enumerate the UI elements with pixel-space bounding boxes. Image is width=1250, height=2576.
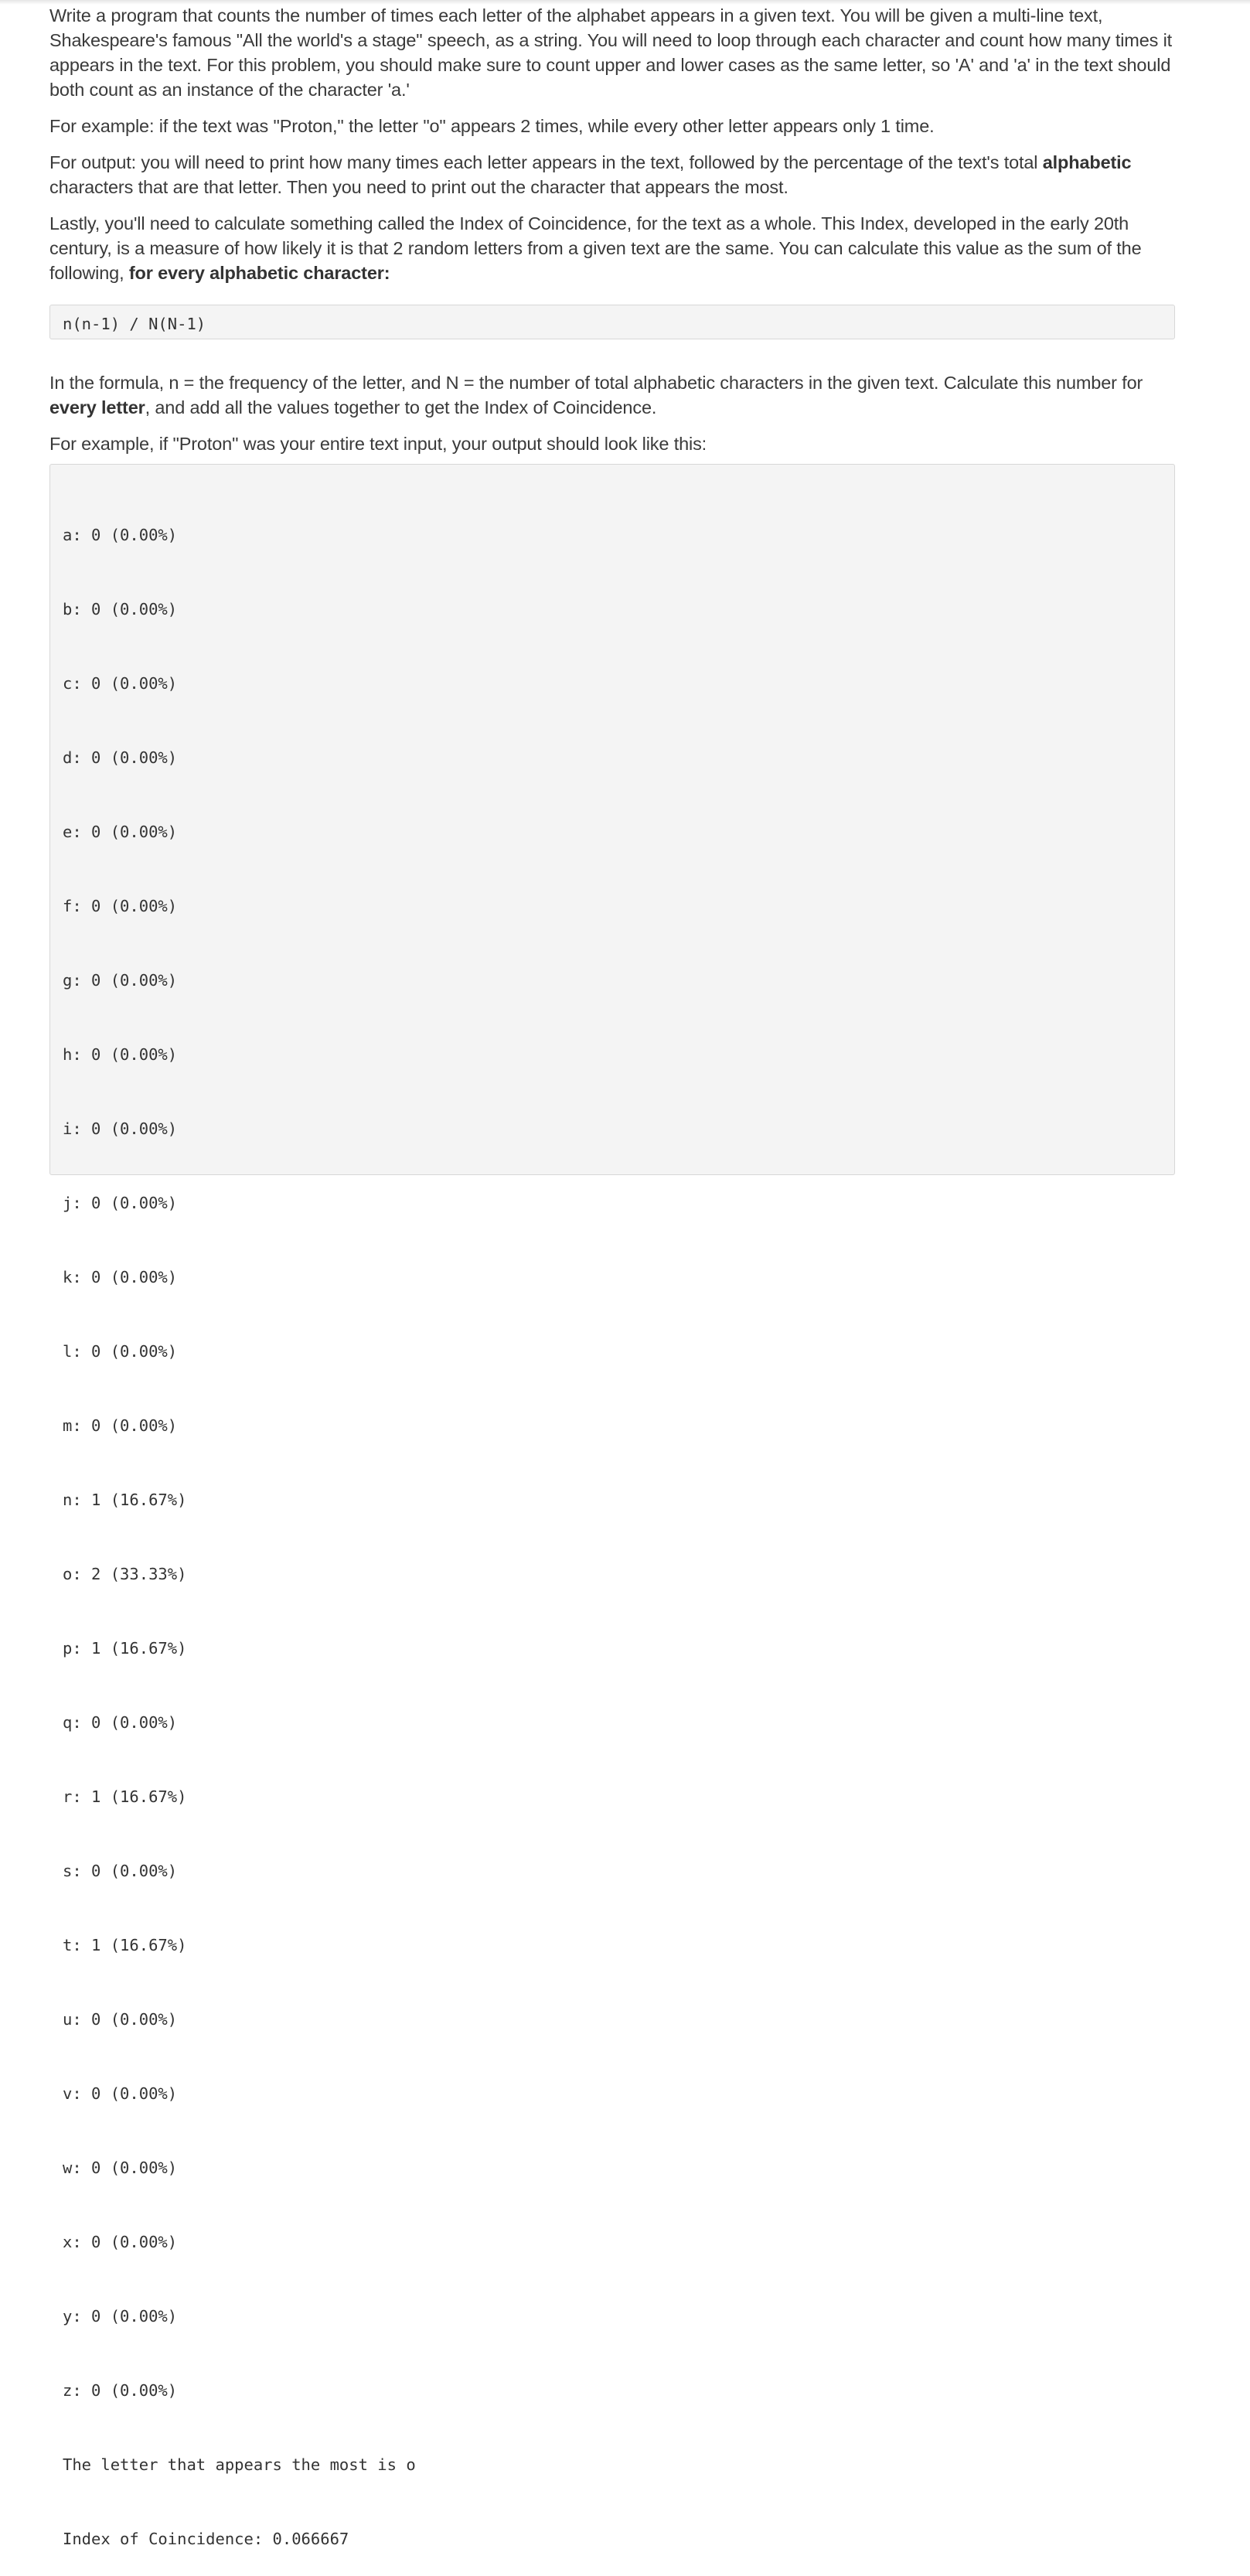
formula-code-block: n(n-1) / N(N-1) [49,305,1175,339]
formula-explanation-text: In the formula, n = the frequency of the letter, and N = the number of total alphabetic characters in the given text. Calculate this number for [49,373,1143,393]
output-line-h: h: 0 (0.00%) [63,1045,178,1064]
output-line-b: b: 0 (0.00%) [63,600,178,618]
output-line-w: w: 0 (0.00%) [63,2159,178,2177]
formula-explanation-paragraph [49,370,1175,420]
output-line-c: c: 0 (0.00%) [63,674,178,693]
output-line-o: o: 2 (33.33%) [63,1565,187,1583]
output-line-i: i: 0 (0.00%) [63,1119,178,1138]
output-line-l: l: 0 (0.00%) [63,1342,178,1361]
intro-paragraph: Write a program that counts the number of times each letter of the alphabet appears in a given text. You will be given a multi-line text, Shakespeare's famous "All the world's a stage" speech, as a string. You will need to loop through each character and count how many times it appears in the text. For this problem, you should make sure to count upper and lower cases as the same letter, so 'A' and 'a' in the text should both count as an instance of the character 'a.' [49,5,1173,100]
index-of-coincidence-paragraph [49,211,1175,285]
every-alphabetic-emphasis: for every alphabetic character: [128,263,390,283]
output-instructions-text-end: characters that are that letter. Then you need to print out the character that appears the most. [49,177,788,197]
output-line-n: n: 1 (16.67%) [63,1491,187,1509]
output-instructions-text: For output: you will need to print how many times each letter appears in the text, followed by the percentage of the text's total [49,152,1043,172]
output-line-e: e: 0 (0.00%) [63,823,178,841]
output-line-t: t: 1 (16.67%) [63,1936,187,1954]
output-line-q: q: 0 (0.00%) [63,1713,178,1732]
output-line-s: s: 0 (0.00%) [63,1862,178,1880]
sample-output-code-block [49,464,1175,2548]
output-line-k: k: 0 (0.00%) [63,1268,178,1286]
problem-description [49,3,1175,468]
output-line-y: y: 0 (0.00%) [63,2307,178,2326]
output-line-a: a: 0 (0.00%) [63,526,178,544]
sample-output-intro: For example, if "Proton" was your entire text input, your output should look like this: [49,434,707,454]
output-index-of-coincidence: Index of Coincidence: 0.066667 [63,2530,349,2548]
output-line-z: z: 0 (0.00%) [63,2381,178,2400]
output-line-j: j: 0 (0.00%) [63,1194,178,1212]
output-line-p: p: 1 (16.67%) [63,1639,187,1658]
formula-explanation-text-end: , and add all the values together to get the Index of Coincidence. [145,397,657,417]
output-line-r: r: 1 (16.67%) [63,1787,187,1806]
ioc-intro-text: Lastly, you'll need to calculate something called the Index of Coincidence, for the text as a whole. This Index, developed in the early 20th century, is a measure of how likely it is that 2 random letters from a given text are the same. You can calculate this value as the sum of the following, [49,213,1142,283]
output-line-f: f: 0 (0.00%) [63,897,178,915]
output-line-d: d: 0 (0.00%) [63,748,178,767]
output-line-x: x: 0 (0.00%) [63,2233,178,2251]
output-instructions-paragraph [49,150,1175,199]
output-line-g: g: 0 (0.00%) [63,971,178,990]
alphabetic-emphasis: alphabetic [1042,152,1132,172]
output-line-v: v: 0 (0.00%) [63,2084,178,2103]
output-line-m: m: 0 (0.00%) [63,1416,178,1435]
example-paragraph: For example: if the text was "Proton," the letter "o" appears 2 times, while every other letter appears only 1 time. [49,116,935,136]
output-line-u: u: 0 (0.00%) [63,2010,178,2029]
output-most-frequent-letter: The letter that appears the most is o [63,2455,416,2474]
every-letter-emphasis: every letter [49,397,145,417]
